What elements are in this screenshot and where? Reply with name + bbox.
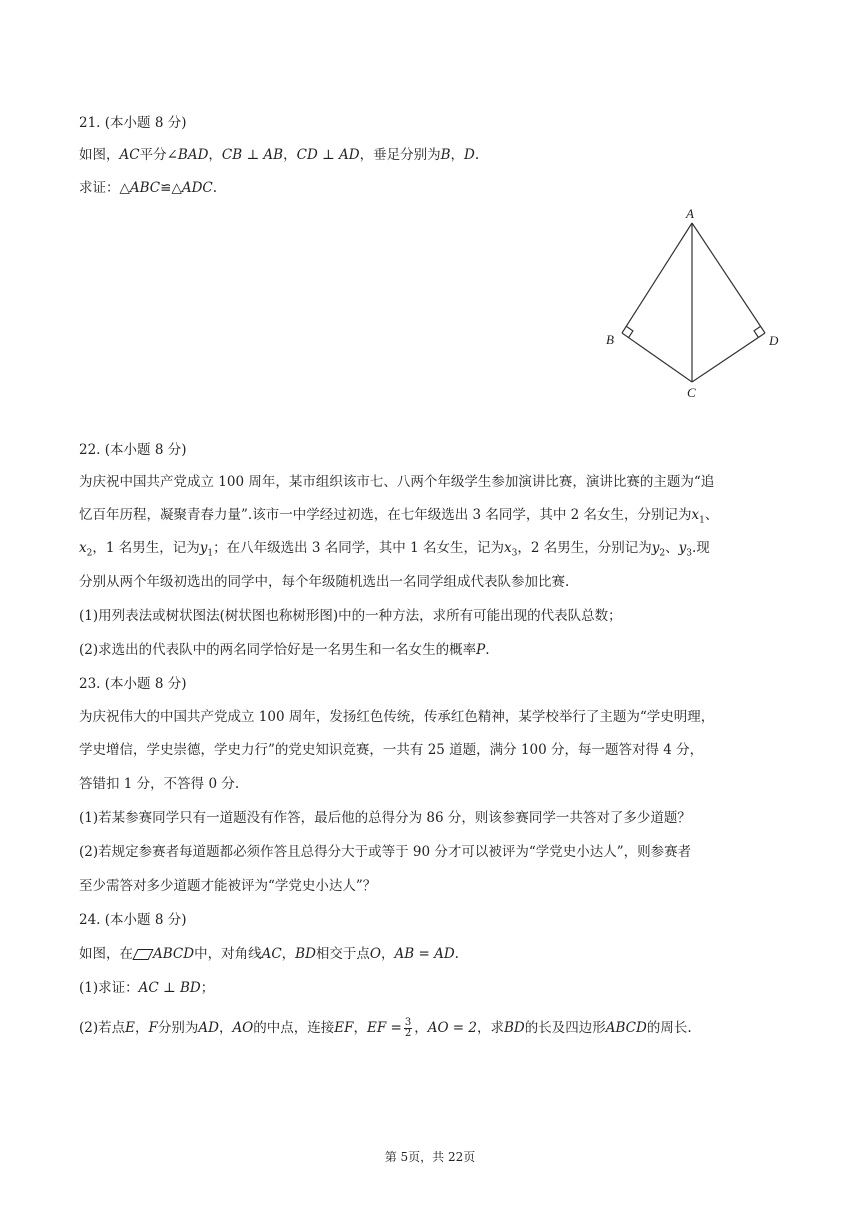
label-a: A (686, 206, 694, 221)
q24-header: 24. (本小题 8 分) (79, 912, 187, 928)
label-b: B (606, 332, 614, 347)
kite-figure (595, 200, 795, 405)
q21-line-2: 求证：△ABC≌△ADC. (79, 180, 218, 196)
q23-line-3: 答错扣 1 分，不答得 0 分. (79, 776, 240, 792)
q22-line-4: 分别从两个年级初选出的同学中，每个年级随机选出一名同学组成代表队参加比赛. (79, 574, 570, 590)
q22-line-3: $x_2$，1 名男生，记为$y_1$；在八年级选出 3 名同学，其中 1 名女生，记为$x_3$，2 名男生，分别记为$y_2$、$y_3$.现 (79, 540, 710, 559)
segment-bc (622, 333, 692, 382)
q23-line-2: 学史增信，学史崇德，学史力行”的党史知识竞赛，一共有 25 道题，满分 100 分，每一题答对得 4 分， (79, 742, 704, 758)
right-angle-b (626, 326, 633, 337)
label-d: D (769, 333, 779, 348)
q23-line-1: 为庆祝伟大的中国共产党成立 100 周年，发扬红色传统，传承红色精神，某学校举行了主题为“学史明理， (79, 709, 715, 725)
q22-line-6: (2)求选出的代表队中的两名同学恰好是一名男生和一名女生的概率P. (79, 642, 490, 658)
page-footer: 第 5页，共 22页 (384, 1150, 476, 1164)
segment-ab (622, 223, 692, 333)
q24-line-1: 如图，在 ABCD中，对角线AC，BD相交于点O，AB = AD. (79, 946, 459, 962)
q23-line-4: (1)若某参赛同学只有一道题没有作答，最后他的总得分为 86 分，则该参赛同学一共答对了多少道题？ (79, 810, 691, 826)
q22-line-2: 忆百年历程，凝聚青春力量”.该市一中学经过初选，在七年级选出 3 名同学，其中 2 名女生，分别记为$x_1$、 (79, 507, 719, 526)
right-angle-d (754, 326, 761, 337)
label-c: C (687, 385, 696, 400)
parallelogram-icon (132, 949, 153, 960)
q23-header: 23. (本小题 8 分) (79, 676, 187, 692)
q22-line-5: (1)用列表法或树状图法(树状图也称树形图)中的一种方法，求所有可能出现的代表队总数； (79, 608, 622, 624)
q23-line-5: (2)若规定参赛者每道题都必须作答且总得分大于或等于 90 分才可以被评为“学党史小达人”，则参赛者 (79, 844, 692, 860)
q24-line-2: (1)求证：AC ⊥ BD； (79, 980, 215, 996)
q21-header: 21. (本小题 8 分) (79, 115, 187, 131)
fraction-three-halves: $\frac{3}{2}$ (404, 1017, 412, 1039)
segment-dc (692, 333, 765, 382)
q23-line-6: 至少需答对多少道题才能被评为“学党史小达人”？ (79, 878, 377, 894)
q22-header: 22. (本小题 8 分) (79, 442, 187, 458)
q22-line-1: 为庆祝中国共产党成立 100 周年，某市组织该市七、八两个年级学生参加演讲比赛，演讲比赛的主题为“追 (79, 474, 715, 490)
q21-line-1: 如图，AC平分∠BAD，CB ⊥ AB，CD ⊥ AD，垂足分别为B，D. (79, 147, 480, 163)
segment-ad (692, 223, 765, 333)
q24-line-3: (2)若点E，F分别为AD，AO的中点，连接EF，EF = $\frac{3}{2}$ ，AO = 2，求BD的长及四边形ABCD的周长. (79, 1017, 692, 1039)
